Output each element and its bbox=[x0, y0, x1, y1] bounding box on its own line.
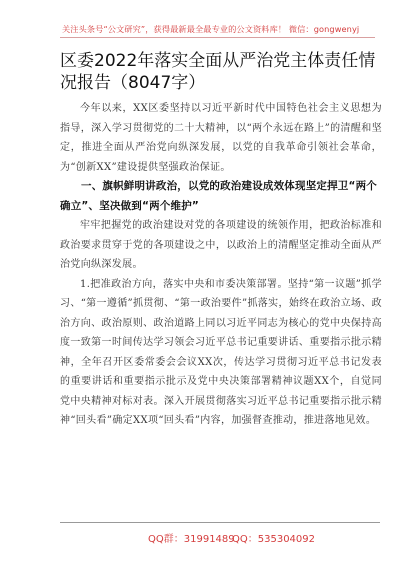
footer-divider bbox=[60, 522, 380, 523]
subsection-paragraph: 1.把准政治方向，落实中央和市委决策部署。坚持“第一议题”抓学习、“第一遵循”抓贯彻、“第一政治要件”抓落实，始终在政治立场、政治方向、政治原则、政治道路上同以习近平同志为核心的党中央保持高度一致第一时间传达学习领会习近平总书记重要讲话、重要指示批示精神，全年召开区委常委会会议XX次，传达学习贯彻习近平总书记发表的重要讲话和重要指示批示及党中央决策部署精神议题XX个，自觉同党中央精神对标对表。深入开展贯彻落实习近平总书记重要指示批示精神“回头看”确定XX项“回头看”内容，加强督查推动，推进落地见效。 bbox=[60, 278, 382, 426]
document-title: 区委2022年落实全面从严治党主体责任情况报告（8047字） bbox=[60, 51, 376, 93]
section-heading: 一、旗帜鲜明讲政治，以党的政治建设成效体现坚定捍卫“两个确立”、坚决做到“两个维护” bbox=[60, 180, 377, 212]
page-header bbox=[0, 0, 408, 40]
intro-paragraph: 今年以来，XX区委坚持以习近平新时代中国特色社会主义思想为指导，深入学习贯彻党的二十大精神，以“两个永远在路上”的清醒和坚定，推进全面从严治党向纵深发展，以党的自我革命引领社会革命，为“创新XX”建设提供坚强政治保证。 bbox=[60, 103, 382, 173]
section-paragraph: 牢牢把握党的政治建设对党的各项建设的统领作用，把政治标准和政治要求贯穿于党的各项建设之中，以政治上的清醒坚定推动全面从严治党向纵深发展。 bbox=[60, 220, 382, 270]
page-footer bbox=[0, 522, 408, 552]
header-divider bbox=[60, 37, 375, 38]
document-body bbox=[60, 99, 382, 431]
promo-banner-text: 关注头条号“公文研究”，获得最新最全最专业的公文资料库！ 微信：gongwenyj bbox=[62, 24, 360, 34]
qq-contact: QQ：535304092 bbox=[232, 534, 316, 545]
qq-group-contact: QQ群：31991489 bbox=[148, 534, 235, 545]
